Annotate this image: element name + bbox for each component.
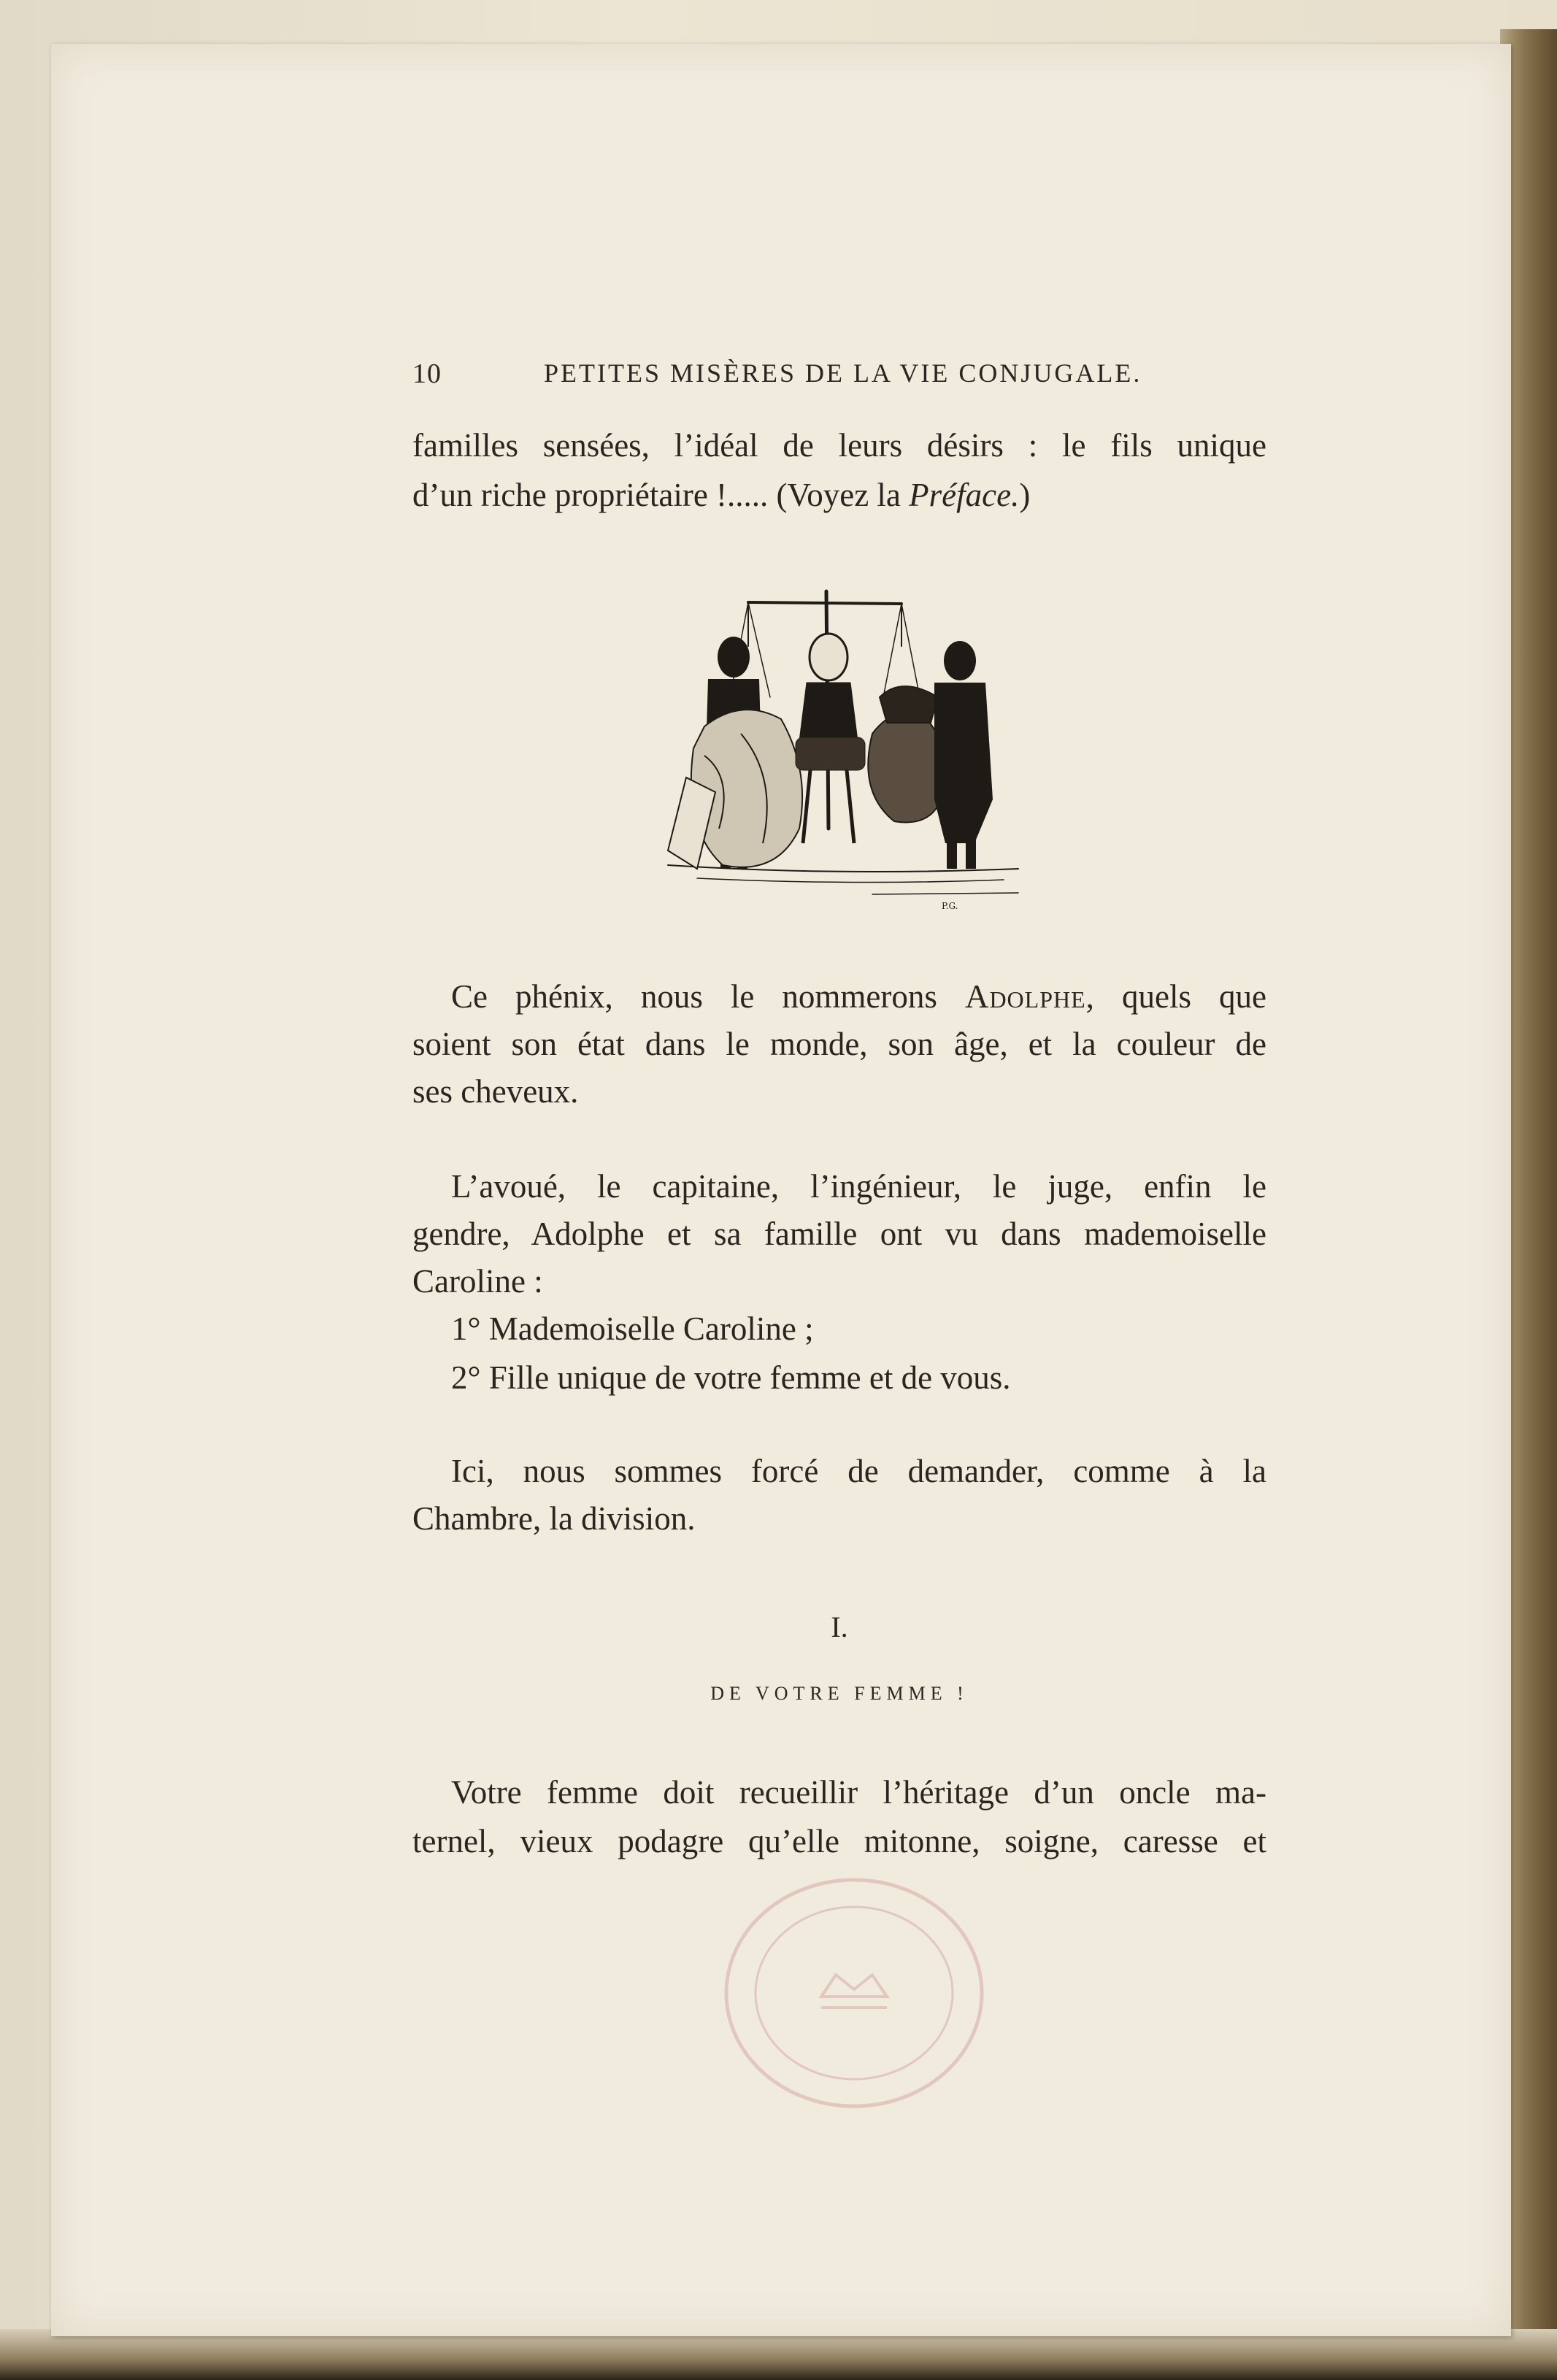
preface-italic: Préface. xyxy=(909,477,1020,513)
paragraph-1-line-2-end: ) xyxy=(1019,477,1031,513)
page-number: 10 xyxy=(412,358,442,389)
paragraph-4-line-2: Chambre, la division. xyxy=(412,1500,696,1537)
list-item-1: 1° Mademoiselle Caroline ; xyxy=(451,1310,814,1347)
paragraph-3-line-2: gendre, Adolphe et sa famille ont vu dans mademoiselle xyxy=(412,1216,1266,1252)
running-title: PETITES MISÈRES DE LA VIE CONJUGALE. xyxy=(544,358,1142,388)
paragraph-1-line-1: familles sensées, l’idéal de leurs désirs : le fils unique xyxy=(412,427,1266,464)
paragraph-2-line-3: ses cheveux. xyxy=(412,1073,579,1110)
paragraph-1-line-2 xyxy=(412,473,1266,517)
adolphe-smallcaps: Adolphe xyxy=(964,978,1086,1015)
paragraph-2-line-1-end: , quels que xyxy=(1085,978,1266,1015)
list-item-2: 2° Fille unique de votre femme et de vous. xyxy=(451,1359,1011,1396)
paragraph-3-line-1: L’avoué, le capitaine, l’ingénieur, le juge, enfin le xyxy=(451,1168,1266,1205)
paragraph-5-line-2: ternel, vieux podagre qu’elle mitonne, soigne, caresse et xyxy=(412,1823,1266,1859)
engraver-signature: P.G. xyxy=(942,901,958,911)
section-title: DE VOTRE FEMME ! xyxy=(710,1683,969,1704)
section-numeral: I. xyxy=(831,1611,848,1643)
paragraph-2-line-2: soient son état dans le monde, son âge, et la couleur de xyxy=(412,1026,1266,1062)
library-stamp xyxy=(719,1873,989,2114)
engraving-illustration xyxy=(653,588,1040,924)
page-edge-bottom xyxy=(0,2329,1557,2380)
paragraph-3-line-3: Caroline : xyxy=(412,1263,543,1300)
paragraph-2-line-1 xyxy=(451,975,1266,1018)
paragraph-4-line-1: Ici, nous sommes forcé de demander, comme à la xyxy=(451,1453,1266,1489)
paragraph-2-line-1-text: Ce phénix, nous le nommerons xyxy=(451,978,965,1015)
running-head xyxy=(412,358,1274,402)
paragraph-5-line-1: Votre femme doit recueillir l’héritage d’un oncle ma- xyxy=(451,1774,1266,1811)
paragraph-1-line-2-text: d’un riche propriétaire !..... (Voyez la xyxy=(412,477,910,513)
